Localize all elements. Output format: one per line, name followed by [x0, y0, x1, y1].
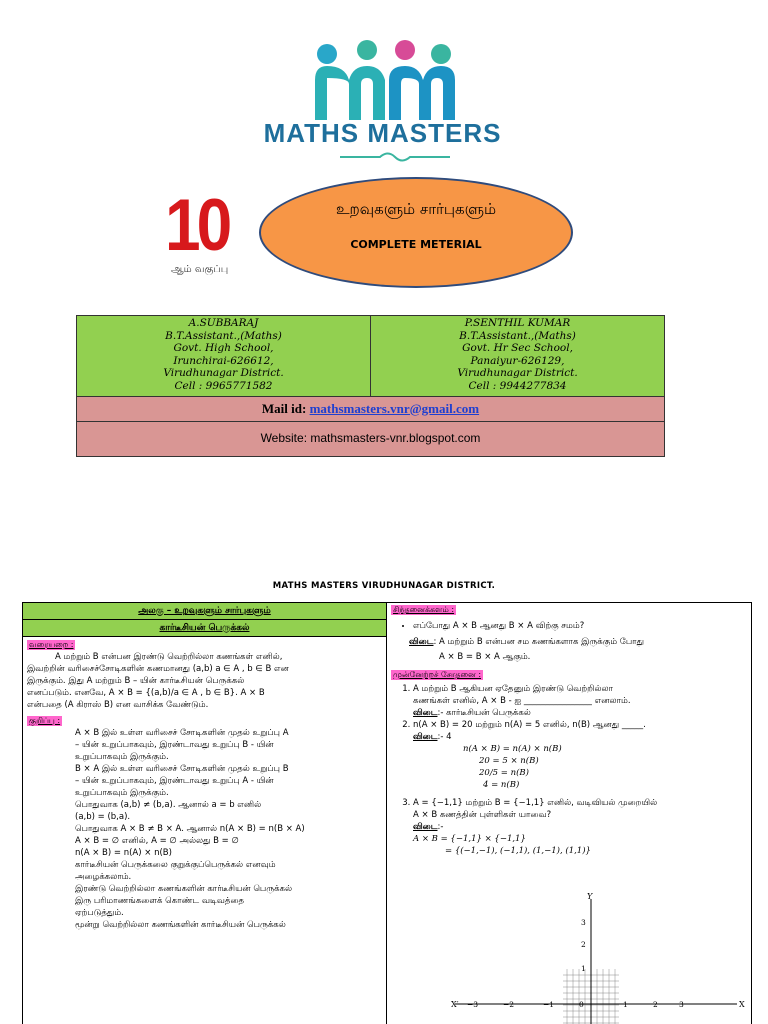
author-district: Virudhunagar District. [163, 367, 284, 380]
notes-list: A × B இல் உள்ள வரிசைச் சோடிகளின் முதல் உறுப்பு A – யின் உறுப்பாகவும், இரண்டாவது உறுப்பு B - யின் உறுப்பாகவும் இருக்கும். B × A இல் உள்ள வரிசைச் சோடிகளின் முதல் உறுப்பு B – யின் உறுப்பாகவும், இரண்டாவது உறுப்பு A - யின் உறுப்பாகவும் இருக்கும். பொதுவாக (a,b) ≠ (b,a). ஆனால் a = b எனில் (a,b) = (b,a). பொதுவாக A × B ≠ B × A. ஆனால் n(A × B) = n(B × A) A × B = ∅ எனில், A = ∅ அல்லது B = ∅ n(A × B) = n(A) × n(B) கார்டீசியன் பெருக்கலை குறுக்குப்பெருக்கல் எனவும் அழைக்கலாம். இரண்டு வெற்றில்லா கணங்களின் கார்டீசியன் பெருக்கல் இரு பரிமாணங்களைக் கொண்ட வடிவத்தை ஏற்படுத்தும். மூன்று வெற்றில்லா கணங்களின் கார்டீசியன் பெருக்கல் [75, 728, 305, 930]
author-card-1 [77, 316, 370, 396]
website-row: Website: mathsmasters-vnr.blogspot.com [77, 421, 664, 456]
y-tick-label: 2 [581, 940, 586, 949]
title-main: உறவுகளும் சார்புகளும் [335, 200, 497, 218]
question-3: 3. A = {−1,1} மற்றும் B = {−1,1} எனில், வடிவியல் முறையில் A × B கணத்தின் புள்ளிகள் யாவை? விடை:- A × B = {−1,1} × {−1,1} = {(−1,−1), (−1,1), (1,−1), (1,1)} [413, 797, 751, 857]
y-axis-label: Y [587, 892, 593, 901]
brand-name [185, 118, 580, 149]
x-tick-label: 1 [623, 1000, 628, 1009]
x-axis-label: X [739, 1000, 745, 1009]
class-label: ஆம் வகுப்பு [171, 264, 229, 275]
author-district: Virudhunagar District. [457, 367, 578, 380]
authors-table [76, 315, 665, 457]
question-2: 2. n(A × B) = 20 மற்றும் n(A) = 5 எனில், n(B) ஆனது _____. விடை:- 4 n(A × B) = n(A) × n(B) 20 = 5 × n(B) 20/5 = n(B) 4 = n(B) [413, 719, 751, 791]
definition-tag: வரையறை : [29, 640, 74, 649]
flourish-icon [340, 150, 450, 164]
author-phone: Cell : 9965771582 [174, 379, 273, 392]
section-heading: கார்டீசியன் பெருக்கல் [23, 620, 386, 637]
title-sub: COMPLETE METERIAL [350, 238, 482, 251]
brand-word-maths: MATHS [263, 118, 360, 148]
unit-heading: அலகு – உறவுகளும் சார்புகளும் [23, 603, 386, 620]
mail-link[interactable]: mathsmasters.vnr@gmail.com [309, 400, 480, 416]
x-tick-label: −3 [467, 1000, 479, 1009]
author-place: Irunchirai-626612, [173, 354, 274, 367]
x-neg-axis-label: X′ [451, 1000, 459, 1009]
author-card-2 [370, 316, 664, 396]
author-name: A.SUBBARAJ [188, 317, 259, 329]
think-question-list [387, 620, 751, 632]
think-answer: விடை: A மற்றும் B என்பன சம கணங்களாக இருக்கும் போது A × B = B × A ஆகும். [409, 637, 644, 662]
left-column: அலகு – உறவுகளும் சார்புகளும் கார்டீசியன் பெருக்கல் வரையறை : A மற்றும் B என்பன இரண்டு வெற்றில்லா கணங்கள் எனில், இவற்றின் வரிசைச்சோடிகளின் கணமானது (a,b) a ∈ A , b ∈ B என இருக்கும். இது A மற்றும் B – யின் கார்டீசியன் பெருக்கல் எனப்படும். எனவே, A × B = {(a,b)/a ∈ A , b ∈ B}. A × B என்பதை (A கிராஸ் B) என வாசிக்க வேண்டும். குறிப்பு : A × B இல் உள்ள வரிசைச் சோடிகளின் முதல் உறுப்பு A – யின் உறுப்பாகவும், இரண்டாவது உறுப்பு B - யின் உறுப்பாகவும் இருக்கும். B × A இல் உள்ள வரிசைச் சோடிகளின் முதல் உறுப்பு B – யின் உறுப்பாகவும், இரண்டாவது உறுப்பு A - யின் உறுப்பாகவும் இருக்கும். பொதுவாக (a,b) ≠ (b,a). ஆனால் a = b எனில் (a,b) = (b,a). பொதுவாக A × B ≠ B × A. ஆனால் n(A × B) = n(B × A) A × B = ∅ எனில், A = ∅ அல்லது B = ∅ n(A × B) = n(A) × n(B) கார்டீசியன் பெருக்கலை குறுக்குப்பெருக்கல் எனவும் அழைக்கலாம். இரண்டு வெற்றில்லா கணங்களின் கார்டீசியன் பெருக்கல் இரு பரிமாணங்களைக் கொண்ட வடிவத்தை ஏற்படுத்தும். மூன்று வெற்றில்லா கணங்களின் கார்டீசியன் பெருக்கல் [22, 602, 387, 1024]
think-tag: சிந்தனைக்களம் : [393, 605, 455, 614]
author-school: Govt. Hr Sec School, [462, 342, 573, 355]
right-column [387, 602, 752, 1024]
maths-masters-logo [185, 40, 580, 165]
people-mark-icon [305, 40, 460, 120]
x-tick-label: 2 [653, 1000, 658, 1009]
think-question: • எப்போது A × B ஆனது B × A விற்கு சமம்? [413, 620, 751, 632]
note-tag: குறிப்பு : [29, 716, 61, 725]
author-name: P.SENTHIL KUMAR [464, 317, 571, 329]
class-badge [165, 183, 245, 278]
author-designation: B.T.Assistant.,(Maths) [459, 329, 576, 342]
question-1: 1. A மற்றும் B ஆகியன ஏதேனும் இரண்டு வெற்றில்லா கணங்கள் எனில், A × B - ஐ ________________ எனலாம். விடை:- கார்டீசியன் பெருக்கல் [413, 683, 751, 719]
class-number: 10 [165, 183, 229, 267]
brand-word-masters: MASTERS [367, 118, 502, 148]
coordinate-graph [447, 891, 747, 1024]
mail-label: Mail id: [261, 400, 310, 416]
x-tick-label: −1 [543, 1000, 555, 1009]
x-tick-label: 0 [579, 1000, 584, 1009]
test-tag: முன்னேற்றச் சோதனை : [393, 670, 482, 679]
y-tick-label: 1 [581, 964, 586, 973]
questions-list [387, 683, 751, 857]
x-tick-label: 3 [679, 1000, 684, 1009]
page-heading: MATHS MASTERS VIRUDHUNAGAR DISTRICT. [272, 581, 496, 591]
title-ellipse [259, 177, 573, 288]
y-tick-label: 3 [581, 918, 586, 927]
author-school: Govt. High School, [173, 342, 274, 355]
x-tick-label: −2 [503, 1000, 515, 1009]
author-designation: B.T.Assistant.,(Maths) [165, 329, 282, 342]
mail-row [77, 396, 664, 421]
definition-text: A மற்றும் B என்பன இரண்டு வெற்றில்லா கணங்கள் எனில், [55, 652, 283, 662]
author-phone: Cell : 9944277834 [468, 379, 567, 392]
author-place: Panaiyur-626129, [470, 354, 565, 367]
